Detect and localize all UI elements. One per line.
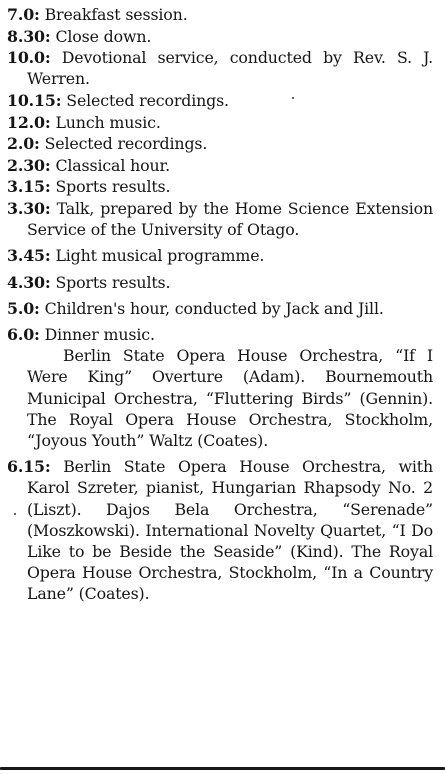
ink-speck <box>14 513 16 515</box>
programme-entry-1200 <box>7 112 433 133</box>
entry-text: Talk, prepared by the Home Science Extension Service of the University of Otago. <box>27 198 433 240</box>
programme-entry-0200 <box>7 133 433 154</box>
programme-entry-0600 <box>7 324 433 451</box>
programme-entry-0500 <box>7 298 433 319</box>
entry-text: Close down. <box>55 26 152 46</box>
entry-text: Breakfast session. <box>44 5 188 24</box>
entry-text: Selected recordings. <box>66 90 229 110</box>
entry-time: 5.0: <box>7 298 40 318</box>
ink-speck <box>292 97 294 99</box>
entry-text: Light musical programme. <box>55 246 265 266</box>
entry-detail: Berlin State Opera House Orchestra, “If I Were King” Overture (Adam). Bournemouth Municipal Orchestra, “Fluttering Birds” (Gennin). The Royal Opera House Orchestra, Stockholm, “Joyous Youth” Waltz (Coates). <box>27 346 433 450</box>
radio-programme-column <box>7 4 433 605</box>
programme-entry-0430 <box>7 272 433 293</box>
entry-time: 10.0: <box>7 48 51 68</box>
entry-text: Devotional service, conducted by Rev. S. J. Werren. <box>27 48 433 89</box>
entry-text: Sports results. <box>55 177 171 197</box>
programme-entry-0315 <box>7 176 433 197</box>
entry-text: Classical hour. <box>55 155 171 175</box>
entry-time: 6.15: <box>7 457 51 477</box>
programme-entry-1015 <box>7 90 433 111</box>
programme-entry-0700 <box>7 4 433 25</box>
entry-time: 12.0: <box>7 112 51 132</box>
programme-entry-1000 <box>7 47 433 89</box>
programme-entry-0830 <box>7 26 433 47</box>
programme-entry-0330 <box>7 198 433 240</box>
entry-text: Children's hour, conducted by Jack and Jill. <box>44 298 384 318</box>
entry-time: 6.0: <box>7 324 40 344</box>
bottom-rule <box>0 767 445 770</box>
entry-text: Selected recordings. <box>44 134 208 154</box>
entry-time: 2.0: <box>7 134 40 154</box>
entry-text: Lunch music. <box>55 112 161 132</box>
entry-time: 3.30: <box>7 198 51 218</box>
entry-text: Berlin State Opera House Orchestra, with Karol Szreter, pianist, Hungarian Rhapsody No. 2 (Liszt). Dajos Bela Orchestra, “Serenade” (Moszkowski). International Novelty Quartet, “I Do Like to be Beside the Seaside” (Kind). The Royal Opera House Orchestra, Stockholm, “In a Country Lane” (Coates). <box>27 457 433 604</box>
entry-time: 7.0: <box>7 5 40 24</box>
entry-time: 3.45: <box>7 246 51 266</box>
entry-time: 4.30: <box>7 272 51 292</box>
entry-time: 8.30: <box>7 26 51 46</box>
entry-text: Sports results. <box>55 272 171 292</box>
programme-entry-0345 <box>7 245 433 266</box>
programme-entry-0615 <box>7 456 433 604</box>
entry-time: 3.15: <box>7 177 51 197</box>
entry-time: 2.30: <box>7 155 51 175</box>
programme-entry-0230 <box>7 155 433 176</box>
entry-time: 10.15: <box>7 90 62 110</box>
entry-text: Dinner music. <box>44 324 155 344</box>
